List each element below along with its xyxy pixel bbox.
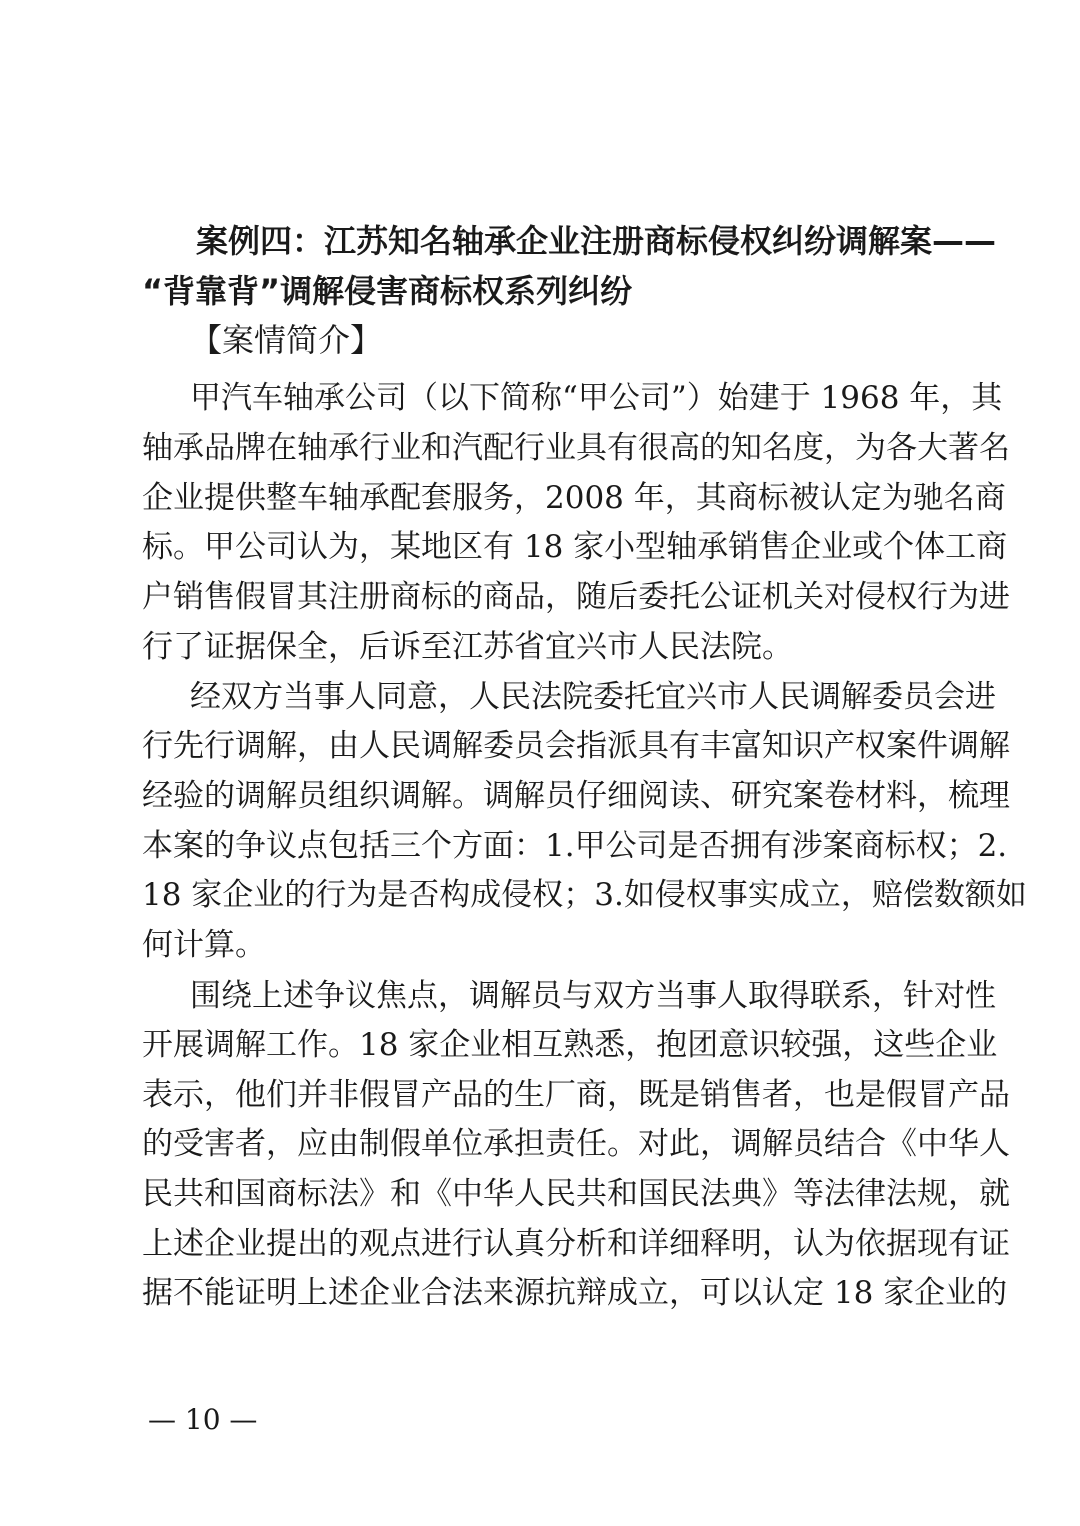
paragraph-3-line: 的受害者，应由制假单位承担责任。对此，调解员结合《中华人	[142, 1126, 1010, 1162]
section-heading: 【案情简介】	[190, 321, 383, 359]
paragraph-1-line: 标。甲公司认为，某地区有 18 家小型轴承销售企业或个体工商	[142, 529, 1008, 565]
paragraph-2-line: 18 家企业的行为是否构成侵权；3.如侵权事实成立，赔偿数额如	[142, 877, 1027, 913]
paragraph-2-line: 经验的调解员组织调解。调解员仔细阅读、研究案卷材料，梳理	[142, 778, 1010, 814]
paragraph-1-line: 行了证据保全，后诉至江苏省宜兴市人民法院。	[142, 629, 793, 665]
paragraph-1-line: 企业提供整车轴承配套服务，2008 年，其商标被认定为驰名商	[142, 480, 1006, 516]
paragraph-2-line: 何计算。	[142, 927, 266, 963]
paragraph-1-line: 轴承品牌在轴承行业和汽配行业具有很高的知名度，为各大著名	[142, 430, 1010, 466]
paragraph-3-line: 据不能证明上述企业合法来源抗辩成立，可以认定 18 家企业的	[142, 1275, 1008, 1311]
paragraph-3-line: 上述企业提出的观点进行认真分析和详细释明，认为依据现有证	[142, 1226, 1010, 1262]
paragraph-1-line: 户销售假冒其注册商标的商品，随后委托公证机关对侵权行为进	[142, 579, 1010, 615]
paragraph-1-line: 甲汽车轴承公司（以下简称“甲公司”）始建于 1968 年，其	[190, 380, 1003, 416]
page-number: — 10 —	[148, 1403, 258, 1436]
paragraph-3-line: 围绕上述争议焦点，调解员与双方当事人取得联系，针对性	[190, 978, 996, 1014]
paragraph-3-line: 开展调解工作。18 家企业相互熟悉，抱团意识较强，这些企业	[142, 1027, 998, 1063]
paragraph-3-line: 民共和国商标法》和《中华人民共和国民法典》等法律法规，就	[142, 1176, 1010, 1212]
paragraph-2-line: 行先行调解，由人民调解委员会指派具有丰富知识产权案件调解	[142, 728, 1010, 764]
paragraph-3-line: 表示，他们并非假冒产品的生厂商，既是销售者，也是假冒产品	[142, 1077, 1010, 1113]
paragraph-2-line: 本案的争议点包括三个方面：1.甲公司是否拥有涉案商标权；2.	[142, 828, 1008, 864]
case-title-line-1: 案例四：江苏知名轴承企业注册商标侵权纠纷调解案——	[196, 222, 997, 260]
case-title-line-2: “背靠背”调解侵害商标权系列纠纷	[142, 272, 633, 310]
paragraph-2-line: 经双方当事人同意，人民法院委托宜兴市人民调解委员会进	[190, 679, 996, 715]
